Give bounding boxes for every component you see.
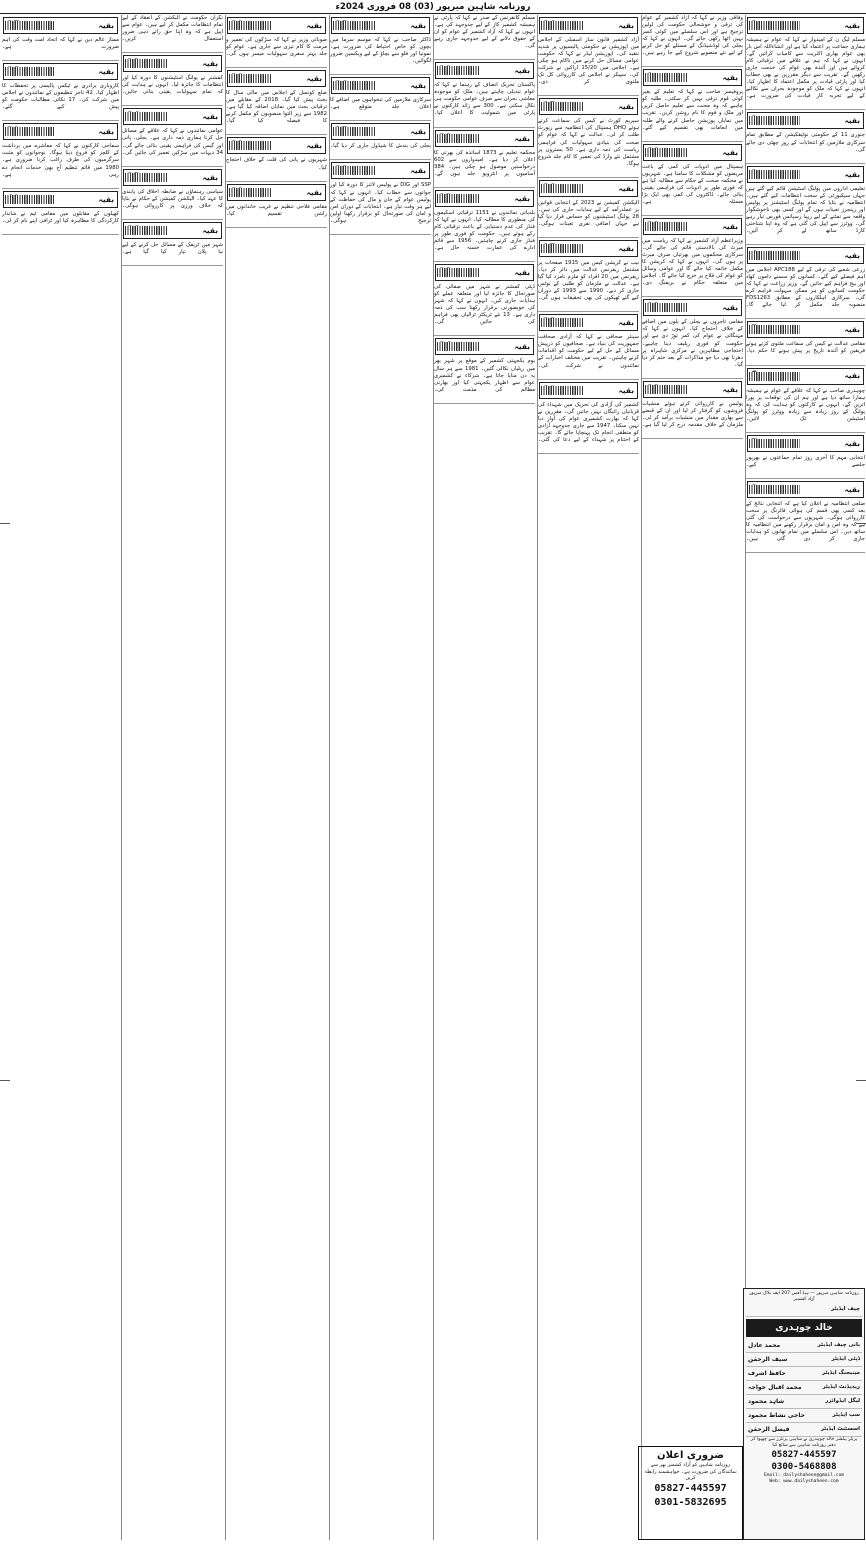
- continued-box-15: [539, 98, 638, 115]
- continued-box-1: [747, 17, 864, 34]
- staff-role: ریذیڈنٹ ایڈیٹر: [822, 1384, 860, 1390]
- staff-role: ڈپٹی ایڈیٹر: [831, 1356, 860, 1362]
- article-divider: [538, 453, 639, 454]
- article-text: پاکستان تحریک انصاف کے رہنما نے کہا کہ عوام تبدیلی چاہتے ہیں۔ ملک کو موجودہ معاشی بحران سے صرف عوامی حکومت ہی نکال سکتی ہے۔ 300 سے زائد کارکنوں نے پارٹی میں شمولیت کا اعلان کیا۔: [434, 82, 535, 117]
- article-divider: [642, 378, 743, 379]
- barcode-strip: [749, 439, 800, 448]
- continued-box-27: [331, 123, 430, 140]
- barcode-strip: [5, 21, 55, 30]
- news-column-7: [121, 15, 223, 1540]
- barcode-strip: [645, 73, 688, 82]
- article-divider: [538, 177, 639, 178]
- continued-label: بقیہ: [844, 438, 860, 448]
- continued-box-18: [539, 314, 638, 331]
- continued-box-25: [331, 17, 430, 34]
- article-divider: [226, 227, 327, 228]
- continued-box-36: [123, 222, 222, 239]
- continued-box-34: [123, 108, 222, 125]
- advert-phone-2: 0301-5832695: [654, 1496, 727, 1508]
- article-divider: [330, 234, 431, 235]
- article-text: SSP اور DIG نے پولیس لائنز کا دورہ کیا اور جوانوں سے خطاب کیا۔ انہوں نے کہا کہ پولیس عوام کے جان و مال کی حفاظت کے لیے ہر وقت تیار ہے۔ انتخابات کے دوران امن و امان کی صورتحال کو برقرار رکھنا اولین ترجیح ہوگی۔: [330, 182, 431, 224]
- staff-row: [746, 1353, 862, 1367]
- continued-box-37: [3, 17, 118, 34]
- staff-name: محمد اقبال خواجہ: [748, 1384, 802, 1391]
- article-text: مسلم لیگ ن کے امیدوار نے کہا کہ عوام نے ہمیشہ ہماری جماعت پر اعتماد کیا ہے اور انشاءاللہ اس بار بھی عوام بھاری اکثریت سے کامیاب کرائیں گے۔ انہوں نے کہا کہ ہم نے علاقے میں ترقیاتی کام کروائے ہیں اور آئندہ بھی عوام کی خدمت جاری رکھیں گے۔ تقریب سے دیگر مقررین نے بھی خطاب کیا اور پارٹی قیادت پر مکمل اعتماد کا اظہار کیا۔ انہوں نے کہا کہ ملک کو موجودہ بحران سے نکالنے کے لیے تجربہ کار قیادت کی ضرورت ہے۔: [746, 37, 865, 100]
- article-divider: [746, 318, 865, 319]
- article-text: کاروباری برادری نے ٹیکس پالیسی پر تحفظات کا اظہار کیا۔ 42 تاجر تنظیموں کے نمائندوں نے اجلاس میں شرکت کی۔ 17 نکاتی مطالبات حکومت کو پیش کیے گئے۔: [2, 83, 119, 111]
- continued-box-4: [747, 247, 864, 264]
- advert-body: روزنامہ شاہین کو آزاد کشمیر بھر سے نمائندگان کی ضرورت ہے۔ خواہشمند رابطہ کریں: [644, 1462, 737, 1481]
- article-text: یوم یکجہتی کشمیر کے موقع پر شہر بھر میں ریلیاں نکالی گئیں۔ 1981 سے ہر سال یہ دن منایا جاتا ہے۔ شرکاء نے کشمیری عوام سے اظہار یکجہتی کیا اور بھارتی مظالم کی مذمت کی۔: [434, 358, 535, 393]
- continued-label: بقیہ: [202, 225, 218, 235]
- notice-advert: [638, 1446, 743, 1540]
- article-divider: [2, 188, 119, 189]
- article-divider: [434, 261, 535, 262]
- article-divider: [2, 234, 119, 235]
- staff-name: محمد عادل: [748, 1342, 781, 1349]
- article-divider: [330, 159, 431, 160]
- article-text: پروفیسر صاحب نے کہا کہ تعلیم کے بغیر کوئی قوم ترقی نہیں کر سکتی۔ طلبہ کو چاہیے کہ وہ محنت سے تعلیم حاصل کریں اور ملک و قوم کا نام روشن کریں۔ تقریب میں نمایاں پوزیشن حاصل کرنے والے طلبہ میں انعامات بھی تقسیم کیے گئے۔: [642, 89, 743, 131]
- staff-name: حافظ اشرف: [748, 1370, 786, 1377]
- barcode-strip: [645, 148, 688, 157]
- article-divider: [538, 237, 639, 238]
- barcode-strip: [333, 127, 376, 136]
- article-text: مسلم کانفرنس کے صدر نے کہا کہ پارٹی نے ہمیشہ کشمیر کاز کے لیے جدوجہد کی ہے۔ انہوں نے کہا کہ آزاد کشمیر کے عوام کو ان کے حقوق دلانے کے لیے جدوجہد جاری رہے گی۔: [434, 15, 535, 50]
- article-text: ضلع کونسل کے اجلاس میں مالی سال کا بجٹ پیش کیا گیا۔ 2018 کے مقابلے میں ترقیاتی بجٹ میں نمایاں اضافہ کیا گیا ہے۔ 1982 سے زیر التوا منصوبوں کو مکمل کرنے کا فیصلہ کیا گیا۔: [226, 90, 327, 125]
- continued-box-19: [539, 382, 638, 399]
- article-divider: [642, 296, 743, 297]
- staff-name: حاجی نشاط محمود: [748, 1412, 805, 1419]
- continued-label: بقیہ: [202, 59, 218, 69]
- continued-label: بقیہ: [410, 166, 426, 176]
- continued-label: بقیہ: [618, 183, 634, 193]
- article-text: محکمہ تعلیم نے 1873 اساتذہ کی بھرتی کا اعلان کر دیا ہے۔ امیدواروں سے 602 درخواستیں موصول ہو چکی ہیں۔ 384 آسامیوں پر انٹرویو جلد ہوں گے۔: [434, 149, 535, 177]
- continued-box-33: [123, 55, 222, 72]
- continued-box-29: [227, 17, 326, 34]
- barcode-strip: [125, 173, 168, 182]
- continued-label: بقیہ: [844, 169, 860, 179]
- barcode-strip: [333, 21, 376, 30]
- article-text: کھیلوں کے مقابلوں میں مقامی ٹیم نے شاندار کارکردگی کا مظاہرہ کیا اور ٹرافی اپنے نام کر لی۔: [2, 210, 119, 224]
- barcode-strip: [749, 21, 800, 30]
- article-text: وزیراعظم آزاد کشمیر نے کہا کہ ریاست میں میرٹ کی بالادستی قائم کی جائے گی۔ سرکاری محکموں میں بھرتیاں صرف میرٹ پر ہوں گی۔ انہوں نے کہا کہ کرپشن کا مکمل خاتمہ کیا جائے گا اور عوامی وسائل کو عوام کی فلاح پر خرچ کیا جائے گا۔ اجلاس میں متعلقہ حکام نے بریفنگ دی۔: [642, 237, 743, 287]
- barcode-strip: [541, 318, 584, 327]
- staff-row: [746, 1367, 862, 1381]
- article-text: ممتاز عالم دین نے کہا کہ اتحاد امت وقت کی اہم ضرورت ہے۔: [2, 37, 119, 51]
- continued-label: بقیہ: [844, 484, 860, 494]
- article-divider: [2, 120, 119, 121]
- article-text: وفاقی وزیر نے کہا کہ آزاد کشمیر کے عوام کی ترقی و خوشحالی حکومت کی اولین ترجیح ہے اور اس سلسلے میں کوئی کسر نہیں اٹھا رکھی جائے گی۔ انہوں نے کہا کہ بجلی کی لوڈشیڈنگ کے مسئلے کو حل کرنے کے لیے نئے منصوبے شروع کیے جا رہے ہیں۔: [642, 15, 743, 57]
- continued-box-39: [3, 123, 118, 140]
- continued-box-22: [435, 190, 534, 207]
- barcode-strip: [541, 184, 584, 193]
- article-divider: [746, 478, 865, 479]
- article-divider: [122, 166, 223, 167]
- article-text: زرعی شعبے کی ترقی کے لیے APC188 اجلاس میں اہم فیصلے کیے گئے۔ کسانوں کو سستے داموں کھاد اور بیج فراہم کیے جائیں گے۔ وزیر زراعت نے کہا کہ حکومت کسانوں کو ہر ممکن سہولت فراہم کرے گی۔ سرکاری اہلکاروں کے مطابق FDS1263 منصوبہ جلد مکمل کر لیا جائے گا۔: [746, 267, 865, 309]
- barcode-strip: [5, 127, 55, 136]
- barcode-strip: [229, 141, 272, 150]
- continued-box-14: [539, 17, 638, 34]
- barcode-strip: [437, 342, 480, 351]
- news-column-6: [225, 15, 327, 1540]
- continued-label: بقیہ: [722, 384, 738, 394]
- continued-label: بقیہ: [514, 193, 530, 203]
- barcode-strip: [5, 195, 55, 204]
- article-divider: [642, 141, 743, 142]
- news-column-8: [2, 15, 119, 1540]
- continued-label: بقیہ: [98, 20, 114, 30]
- article-divider: [226, 134, 327, 135]
- continued-label: بقیہ: [844, 371, 860, 381]
- barcode-strip: [541, 386, 584, 395]
- article-divider: [330, 74, 431, 75]
- barcode-strip: [645, 303, 688, 312]
- masthead-phone-2: 0300-5468808: [771, 1462, 837, 1472]
- continued-label: بقیہ: [844, 250, 860, 260]
- article-divider: [122, 219, 223, 220]
- article-text: الیکشن کمیشن نے 2023 کے انتخابی قوانین پر عملدرآمد کے لیے ہدایات جاری کی ہیں۔ 28 پولنگ اسٹیشنوں کو حساس قرار دیا گیا ہے جہاں اضافی نفری تعینات ہوگی۔: [538, 199, 639, 227]
- barcode-strip: [541, 244, 584, 253]
- barcode-strip: [437, 66, 480, 75]
- barcode-strip: [229, 74, 272, 83]
- barcode-strip: [125, 59, 168, 68]
- barcode-strip: [541, 21, 584, 30]
- continued-label: بقیہ: [514, 66, 530, 76]
- article-text: نگران حکومت نے الیکشن کے انعقاد کے لیے تمام انتظامات مکمل کر لیے ہیں۔ عوام سے اپیل ہے کہ وہ اپنا حق رائے دہی ضرور استعمال کریں۔: [122, 15, 223, 43]
- masthead-web: Web: www.dailyshaheen.com: [769, 1479, 839, 1484]
- article-text: بجلی کی بندش کا شیڈول جاری کر دیا گیا۔: [330, 143, 431, 150]
- article-text: کشمیر کی آزادی کی تحریک میں شہداء کی قربانیاں رائیگاں نہیں جائیں گی۔ مقررین نے کہا کہ بھارت کشمیری عوام کی آواز دبا نہیں سکتا۔ 1947 سے جاری جدوجہد آزادی کو منطقی انجام تک پہنچایا جائے گا۔ تقریب کے اختتام پر شہداء کے لیے دعا کی گئی۔: [538, 401, 639, 443]
- continued-label: بقیہ: [410, 20, 426, 30]
- continued-label: بقیہ: [306, 20, 322, 30]
- article-divider: [434, 127, 535, 128]
- article-text: سیاسی رہنماؤں نے ضابطہ اخلاق کی پابندی کا عہد کیا۔ الیکشن کمیشن کے حکام نے بتایا کہ خلاف ورزی پر کارروائی ہوگی۔: [122, 188, 223, 209]
- staff-row: [746, 1423, 862, 1437]
- chief-editor-label: چیف ایڈیٹر: [831, 1306, 860, 1312]
- continued-box-16: [539, 180, 638, 197]
- barcode-strip: [645, 222, 688, 231]
- article-divider: [226, 181, 327, 182]
- article-divider: [434, 59, 535, 60]
- continued-box-9: [643, 69, 742, 86]
- article-text: سینئر صحافی نے کہا کہ آزادی صحافت جمہوریت کی بنیاد ہے۔ صحافیوں کو درپیش مسائل کے حل کے لیے حکومت کو اقدامات کرنے چاہئیں۔ تقریب میں مختلف اخبارات کے نمائندوں نے شرکت کی۔: [538, 334, 639, 369]
- continued-label: بقیہ: [98, 67, 114, 77]
- staff-role: مینیجنگ ایڈیٹر: [822, 1370, 860, 1376]
- barcode-strip: [125, 226, 168, 235]
- continued-label: بقیہ: [722, 303, 738, 313]
- article-divider: [746, 432, 865, 433]
- masthead-address: روزنامہ شاہین میرپور — ہیڈ آفس 207 ایف بلاک میرپور آزاد کشمیر: [749, 1291, 859, 1302]
- advert-title: ضروری اعلان: [657, 1450, 724, 1461]
- chief-editor-name: خالد چوہدری: [746, 1319, 862, 1337]
- article-text: جنوری 11 کے حکومتی نوٹیفکیشن کے مطابق تمام سرکاری ملازمین کو انتخابات کے روز چھٹی دی جائے گی۔: [746, 132, 865, 153]
- article-divider: [122, 105, 223, 106]
- continued-box-35: [123, 169, 222, 186]
- news-column-4: [433, 15, 535, 1540]
- continued-box-3: [747, 166, 864, 183]
- continued-label: بقیہ: [306, 141, 322, 151]
- barcode-strip: [333, 81, 376, 90]
- article-divider: [642, 438, 743, 439]
- continued-label: بقیہ: [722, 73, 738, 83]
- continued-label: بقیہ: [844, 20, 860, 30]
- barcode-strip: [749, 251, 800, 260]
- chief-editor-row: [746, 1303, 862, 1317]
- barcode-strip: [541, 102, 584, 111]
- article-divider: [642, 215, 743, 216]
- barcode-strip: [749, 372, 800, 381]
- article-text: ضلعی انتظامیہ نے اعلان کیا ہے کہ انتخابی نتائج کے بعد کسی بھی قسم کی ہوائی فائرنگ پر سخت کارروائی ہوگی۔ شہریوں سے درخواست کی گئی ہے کہ وہ امن و امان برقرار رکھنے میں انتظامیہ کا ساتھ دیں۔ اس سلسلے میں تمام تھانوں کو ہدایات جاری کر دی گئی ہیں۔: [746, 500, 865, 543]
- masthead-phone-1: 05827-445597: [771, 1450, 837, 1460]
- continued-box-31: [227, 137, 326, 154]
- continued-label: بقیہ: [306, 74, 322, 84]
- article-text: مقامی فلاحی تنظیم نے غریب خاندانوں میں راشن تقسیم کیا۔: [226, 203, 327, 217]
- continued-box-24: [435, 338, 534, 355]
- continued-label: بقیہ: [722, 147, 738, 157]
- article-divider: [122, 265, 223, 266]
- article-divider: [538, 379, 639, 380]
- article-text: عوامی نمائندوں نے کہا کہ علاقے کے مسائل حل کرنا ہماری ذمہ داری ہے۔ بجلی، پانی اور گیس کی فراہمی یقینی بنائی جائے گی۔ 34 دیہات میں سڑکیں تعمیر کی جائیں گی۔: [122, 128, 223, 156]
- staff-role: اسسٹنٹ ایڈیٹر: [820, 1426, 860, 1432]
- masthead-box: [743, 1288, 865, 1540]
- staff-row: [746, 1381, 862, 1395]
- barcode-strip: [437, 134, 480, 143]
- article-text: سپریم کورٹ نے کیس کی سماعت کرتے ہوئے DHQ ہسپتال کی انتظامیہ سے رپورٹ طلب کر لی۔ عدالت نے کہا کہ عوام کو صحت کی بنیادی سہولیات کی فراہمی ریاست کی ذمہ داری ہے۔ 50 بستروں پر مشتمل نئے وارڈ کی تعمیر کا کام جلد شروع ہوگا۔: [538, 118, 639, 167]
- article-text: کمشنر نے پولنگ اسٹیشنوں کا دورہ کیا اور انتظامات کا جائزہ لیا۔ انہوں نے ہدایت کی کہ تمام سہولیات یقینی بنائی جائیں۔: [122, 75, 223, 96]
- continued-box-21: [435, 130, 534, 147]
- staff-name: فیصل الرحمٰن: [748, 1426, 790, 1433]
- continued-box-7: [747, 435, 864, 452]
- barcode-strip: [749, 170, 800, 179]
- article-text: پولیس نے کارروائی کرتے ہوئے منشیات فروشوں کو گرفتار کر لیا اور ان کے قبضے سے بھاری مقدار میں منشیات برآمد کر لی۔ ملزمان کے خلاف مقدمہ درج کر لیا گیا ہے۔: [642, 400, 743, 428]
- continued-label: بقیہ: [618, 243, 634, 253]
- article-divider: [746, 365, 865, 366]
- page-header: روزنامہ شاہین میرپور (03) 08 فروری 2024ء: [0, 0, 866, 14]
- staff-name: سیف الرحمٰن: [748, 1356, 788, 1363]
- article-text: انتخابی مہم کا آخری روز تمام جماعتوں نے بھرپور جلسے کیے۔: [746, 454, 865, 468]
- article-text: چوہدری صاحب نے کہا کہ علاقے کے عوام نے ہمیشہ ہمارا ساتھ دیا ہے اور ہم ان کی توقعات پر پورا اتریں گے۔ انہوں نے کارکنوں کو ہدایت کی کہ وہ پولنگ کے روز زیادہ سے زیادہ ووٹرز کو پولنگ اسٹیشن تک لائیں۔: [746, 387, 865, 422]
- continued-label: بقیہ: [202, 112, 218, 122]
- continued-box-10: [643, 144, 742, 161]
- barcode-strip: [5, 67, 55, 76]
- continued-box-13: [643, 381, 742, 398]
- continued-box-40: [3, 191, 118, 208]
- article-divider: [122, 52, 223, 53]
- staff-list: [746, 1339, 862, 1437]
- continued-label: بقیہ: [98, 127, 114, 137]
- article-text: آزاد کشمیر قانون ساز اسمبلی کے اجلاس میں اپوزیشن نے حکومتی پالیسیوں پر شدید تنقید کی۔ اپوزیشن لیڈر نے کہا کہ حکومت عوامی مسائل حل کرنے میں ناکام ہو چکی ہے۔ اجلاس میں 15/20 اراکین نے شرکت کی۔ سپیکر نے اجلاس کی کارروائی کل تک ملتوی کر دی۔: [538, 37, 639, 86]
- continued-box-28: [331, 162, 430, 179]
- masthead-email: Email: dailyshaheen@gmail.com: [763, 1473, 845, 1478]
- barcode-strip: [437, 268, 480, 277]
- continued-label: بقیہ: [844, 325, 860, 335]
- continued-box-6: [747, 368, 864, 385]
- news-column-3: [537, 15, 639, 1540]
- continued-box-23: [435, 264, 534, 281]
- article-divider: [434, 335, 535, 336]
- continued-label: بقیہ: [844, 116, 860, 126]
- continued-label: بقیہ: [514, 342, 530, 352]
- article-divider: [330, 120, 431, 121]
- staff-row: [746, 1409, 862, 1423]
- article-text: ہسپتال میں ادویات کی کمی کے باعث مریضوں کو مشکلات کا سامنا ہے۔ شہریوں نے محکمہ صحت کے حکام سے مطالبہ کیا ہے کہ فوری طور پر ادویات کی فراہمی یقینی بنائی جائے۔ ڈاکٹروں کی کمی بھی ایک بڑا مسئلہ ہے۔: [642, 163, 743, 205]
- barcode-strip: [645, 385, 688, 394]
- continued-label: بقیہ: [514, 133, 530, 143]
- barcode-strip: [333, 166, 376, 175]
- article-divider: [434, 187, 535, 188]
- barcode-strip: [125, 112, 168, 121]
- continued-box-17: [539, 240, 638, 257]
- printer-note: پرنٹر پبلشر خالد چوہدری نے شاہین پرنٹرز سے چھپوا کر دفتر روزنامہ شاہین سے شائع کیا: [750, 1437, 858, 1448]
- continued-label: بقیہ: [202, 172, 218, 182]
- article-text: شہر میں ٹریفک کے مسائل حل کرنے کے لیے نیا پلان تیار کیا گیا ہے۔: [122, 241, 223, 255]
- continued-box-12: [643, 299, 742, 316]
- continued-box-26: [331, 77, 430, 94]
- article-text: تعلیمی اداروں میں پولنگ اسٹیشن قائم کیے گئے ہیں جہاں سیکیورٹی کے سخت انتظامات کیے گئے ہیں۔ انتظامیہ نے بتایا کہ تمام پولنگ اسٹیشنز پر پولیس اور رینجرز تعینات ہوں گے اور کسی بھی ناخوشگوار واقعہ سے نمٹنے کے لیے ریپڈ رسپانس فورس تیار رہے گی۔ ووٹرز سے اپیل کی گئی ہے کہ وہ اپنا شناختی کارڈ ساتھ لے کر آئیں۔: [746, 185, 865, 234]
- article-divider: [226, 67, 327, 68]
- barcode-strip: [749, 325, 800, 334]
- continued-label: بقیہ: [618, 385, 634, 395]
- article-text: مقامی تاجروں نے بجلی کے بلوں میں اضافے کے خلاف احتجاج کیا۔ انہوں نے کہا کہ مہنگائی نے عوام کی کمر توڑ دی ہے اور حکومت کو فوری ریلیف دینا چاہیے۔ احتجاجی مظاہرین نے مرکزی شاہراہ پر دھرنا بھی دیا جو مذاکرات کے بعد ختم کر دیا گیا۔: [642, 319, 743, 368]
- article-text: سرکاری ملازمین کی تنخواہوں میں اضافے کا اعلان جلد متوقع ہے۔: [330, 97, 431, 111]
- continued-label: بقیہ: [618, 20, 634, 30]
- continued-box-38: [3, 63, 118, 80]
- article-divider: [434, 403, 535, 404]
- article-divider: [746, 244, 865, 245]
- article-divider: [538, 95, 639, 96]
- continued-label: بقیہ: [618, 102, 634, 112]
- continued-box-2: [747, 112, 864, 129]
- article-text: نیب نے کرپشن کیس میں 1915 صفحات پر مشتمل ریفرنس عدالت میں دائر کر دیا۔ ریفرنس میں 20 افراد کو ملزم نامزد کیا گیا ہے۔ عدالت نے ملزمان کو طلبی کے نوٹس جاری کر دیے۔ 1990 سے 1993 کے دوران کیے گئے ٹھیکوں کی بھی تحقیقات ہوں گی۔: [538, 259, 639, 302]
- barcode-strip: [749, 116, 800, 125]
- continued-box-20: [435, 62, 534, 79]
- staff-name: شاہد محمود: [748, 1398, 785, 1405]
- continued-label: بقیہ: [98, 194, 114, 204]
- article-divider: [538, 311, 639, 312]
- article-divider: [642, 66, 743, 67]
- continued-box-30: [227, 70, 326, 87]
- news-column-5: [329, 15, 431, 1540]
- article-divider: [746, 109, 865, 110]
- advert-phone-1: 05827-445597: [654, 1482, 727, 1494]
- continued-box-32: [227, 184, 326, 201]
- continued-label: بقیہ: [410, 81, 426, 91]
- continued-label: بقیہ: [410, 127, 426, 137]
- article-text: سماجی کارکنوں نے کہا کہ معاشرے میں برداشت کے کلچر کو فروغ دینا ہوگا۔ نوجوانوں کو مثبت سرگرمیوں کی طرف راغب کرنا ضروری ہے۔ 1980 میں قائم تنظیم آج بھی خدمات انجام دے رہی ہے۔: [2, 143, 119, 178]
- continued-label: بقیہ: [514, 268, 530, 278]
- continued-box-8: [747, 481, 864, 498]
- continued-box-11: [643, 218, 742, 235]
- article-text: ڈاکٹر صاحب نے کہا کہ موسم سرما میں بچوں کو خاص احتیاط کی ضرورت ہے۔ نمونیا اور فلو سے بچاؤ کے لیے ویکسین ضرور لگوائیں۔: [330, 37, 431, 65]
- continued-label: بقیہ: [306, 187, 322, 197]
- barcode-strip: [437, 194, 480, 203]
- continued-label: بقیہ: [618, 318, 634, 328]
- continued-box-5: [747, 321, 864, 338]
- article-divider: [2, 60, 119, 61]
- article-text: مقامی عدالت نے کیس کی سماعت ملتوی کرتے ہوئے فریقین کو آئندہ تاریخ پر پیش ہونے کا حکم دیا۔: [746, 341, 865, 355]
- staff-role: لیگل ایڈوائزر: [825, 1398, 860, 1404]
- barcode-strip: [749, 485, 800, 494]
- article-text: ڈپٹی کمشنر نے شہر میں صفائی کی صورتحال کا جائزہ لیا اور متعلقہ عملے کو ہدایات جاری کیں۔ انہوں نے کہا کہ شہر کی خوبصورتی برقرار رکھنا سب کی ذمہ داری ہے۔ 13 نئے ٹریکٹر ٹرالیاں بھی فراہم کی جائیں گی۔: [434, 284, 535, 326]
- staff-row: [746, 1339, 862, 1353]
- article-divider: [746, 552, 865, 553]
- staff-row: [746, 1395, 862, 1409]
- staff-role: سب ایڈیٹر: [832, 1412, 860, 1418]
- article-text: شہریوں نے پانی کی قلت کے خلاف احتجاج کیا۔: [226, 157, 327, 171]
- news-column-2: [641, 15, 743, 1540]
- article-divider: [746, 163, 865, 164]
- barcode-strip: [229, 21, 272, 30]
- article-text: بلدیاتی نمائندوں نے 1151 ترقیاتی اسکیموں کی منظوری کا مطالبہ کیا۔ انہوں نے کہا کہ فنڈز کی عدم دستیابی کے باعث ترقیاتی کام رکے ہوئے ہیں۔ حکومت کو فوری طور پر فنڈز جاری کرنے چاہئیں۔ 1956 سے قائم ادارے کی عمارت خستہ حال ہے۔: [434, 209, 535, 252]
- continued-label: بقیہ: [722, 221, 738, 231]
- article-text: صوبائی وزیر نے کہا کہ سڑکوں کی تعمیر و مرمت کا کام تیزی سے جاری ہے۔ عوام کو جلد بہتر سفری سہولیات میسر ہوں گی۔: [226, 37, 327, 58]
- staff-role: بانی چیف ایڈیٹر: [817, 1342, 860, 1348]
- barcode-strip: [229, 188, 272, 197]
